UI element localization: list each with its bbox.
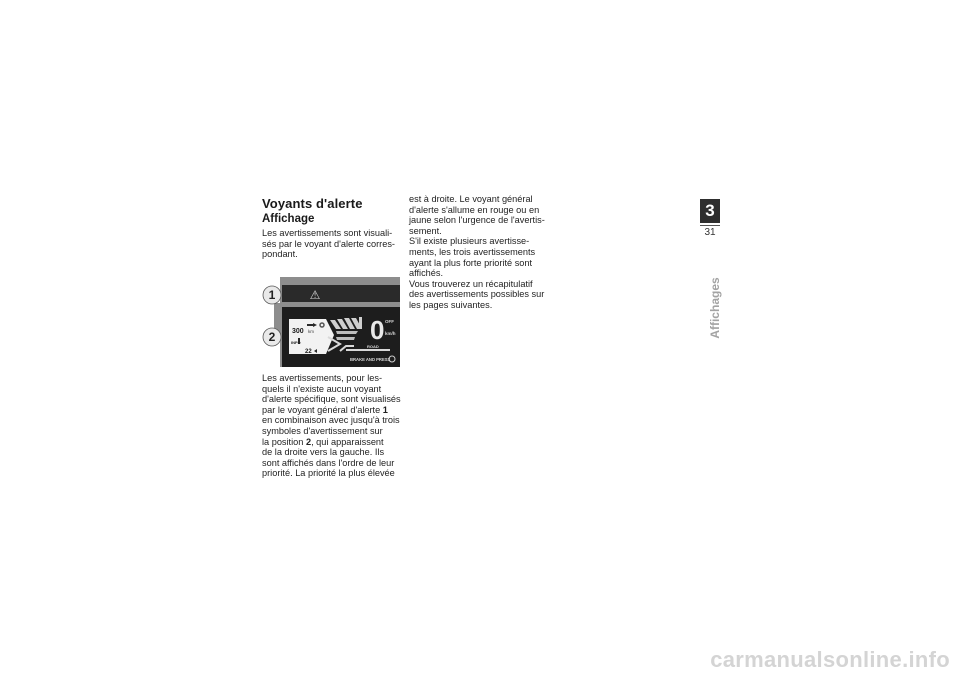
off-label: OFF: [385, 319, 394, 324]
reference-number: 2: [305, 436, 312, 447]
text-line: Les avertissements, pour les-: [262, 373, 382, 383]
page-number: 31: [704, 227, 716, 238]
general-warning-bar: [282, 285, 400, 302]
text-line: Les avertissements sont visuali-: [262, 228, 393, 238]
text-line: jaune selon l'urgence de l'avertis-: [409, 215, 545, 226]
text-line: sont affichés dans l'ordre de leur: [262, 457, 395, 468]
text-line: S'il existe plusieurs avertisse-: [409, 236, 530, 247]
callout-1-label: 1: [268, 288, 276, 302]
body-paragraph-left: [262, 373, 406, 479]
text-line: affichés.: [409, 268, 444, 279]
text-line: les pages suivantes.: [409, 299, 493, 310]
text-line: de la droite vers la gauche. Ils: [262, 447, 385, 458]
trip-value: 300: [292, 328, 304, 335]
text-line: Vous trouverez un récapitulatif: [409, 278, 533, 289]
watermark: carmanualsonline.info: [710, 647, 950, 672]
chapter-number: 3: [700, 199, 720, 223]
trip-unit: km: [308, 329, 314, 334]
text-line: est à droite. Le voyant général: [409, 194, 533, 204]
text-line: quels il n'existe aucun voyant: [262, 383, 382, 394]
instrument-cluster-figure: [262, 271, 400, 367]
text-line: ayant la plus forte priorité sont: [409, 257, 533, 268]
chapter-divider: [700, 225, 720, 226]
chapter-label: Affichages: [708, 277, 722, 339]
reference-number: 1: [382, 404, 388, 415]
info-label: INFO: [291, 340, 301, 345]
text-line: d'alerte s'allume en rouge ou en: [409, 204, 540, 215]
speed-value: 0: [370, 315, 385, 345]
temperature-value: 22: [305, 349, 312, 355]
section-title: Voyants d'alerte: [262, 196, 363, 211]
brake-message: BRAKE AND PRESS: [350, 357, 391, 362]
text-line: en combinaison avec jusqu'à trois: [262, 415, 400, 426]
body-paragraph-right: [409, 194, 554, 311]
text-line: pondant.: [262, 249, 298, 260]
intro-paragraph: [262, 228, 402, 260]
speed-unit: km/h: [385, 331, 396, 336]
text-line: la position: [262, 436, 306, 447]
text-line: priorité. La priorité la plus élevée: [262, 468, 395, 479]
text-line: sés par le voyant d'alerte corres-: [262, 238, 395, 249]
text-line: , qui apparaissent: [311, 436, 384, 447]
subsection-title: Affichage: [262, 213, 315, 225]
riding-mode-label: ROAD: [367, 344, 379, 349]
warning-triangle-icon: ⚠: [309, 288, 321, 302]
text-line: ments, les trois avertissements: [409, 246, 536, 257]
text-line: sement.: [409, 225, 442, 236]
text-line: symboles d'avertissement sur: [262, 425, 383, 436]
text-line: des avertissements possibles sur: [409, 289, 545, 300]
text-line: d'alerte spécifique, sont visualisés: [262, 394, 401, 405]
text-line: par le voyant général d'alerte: [262, 404, 383, 415]
callout-2-label: 2: [268, 330, 276, 344]
